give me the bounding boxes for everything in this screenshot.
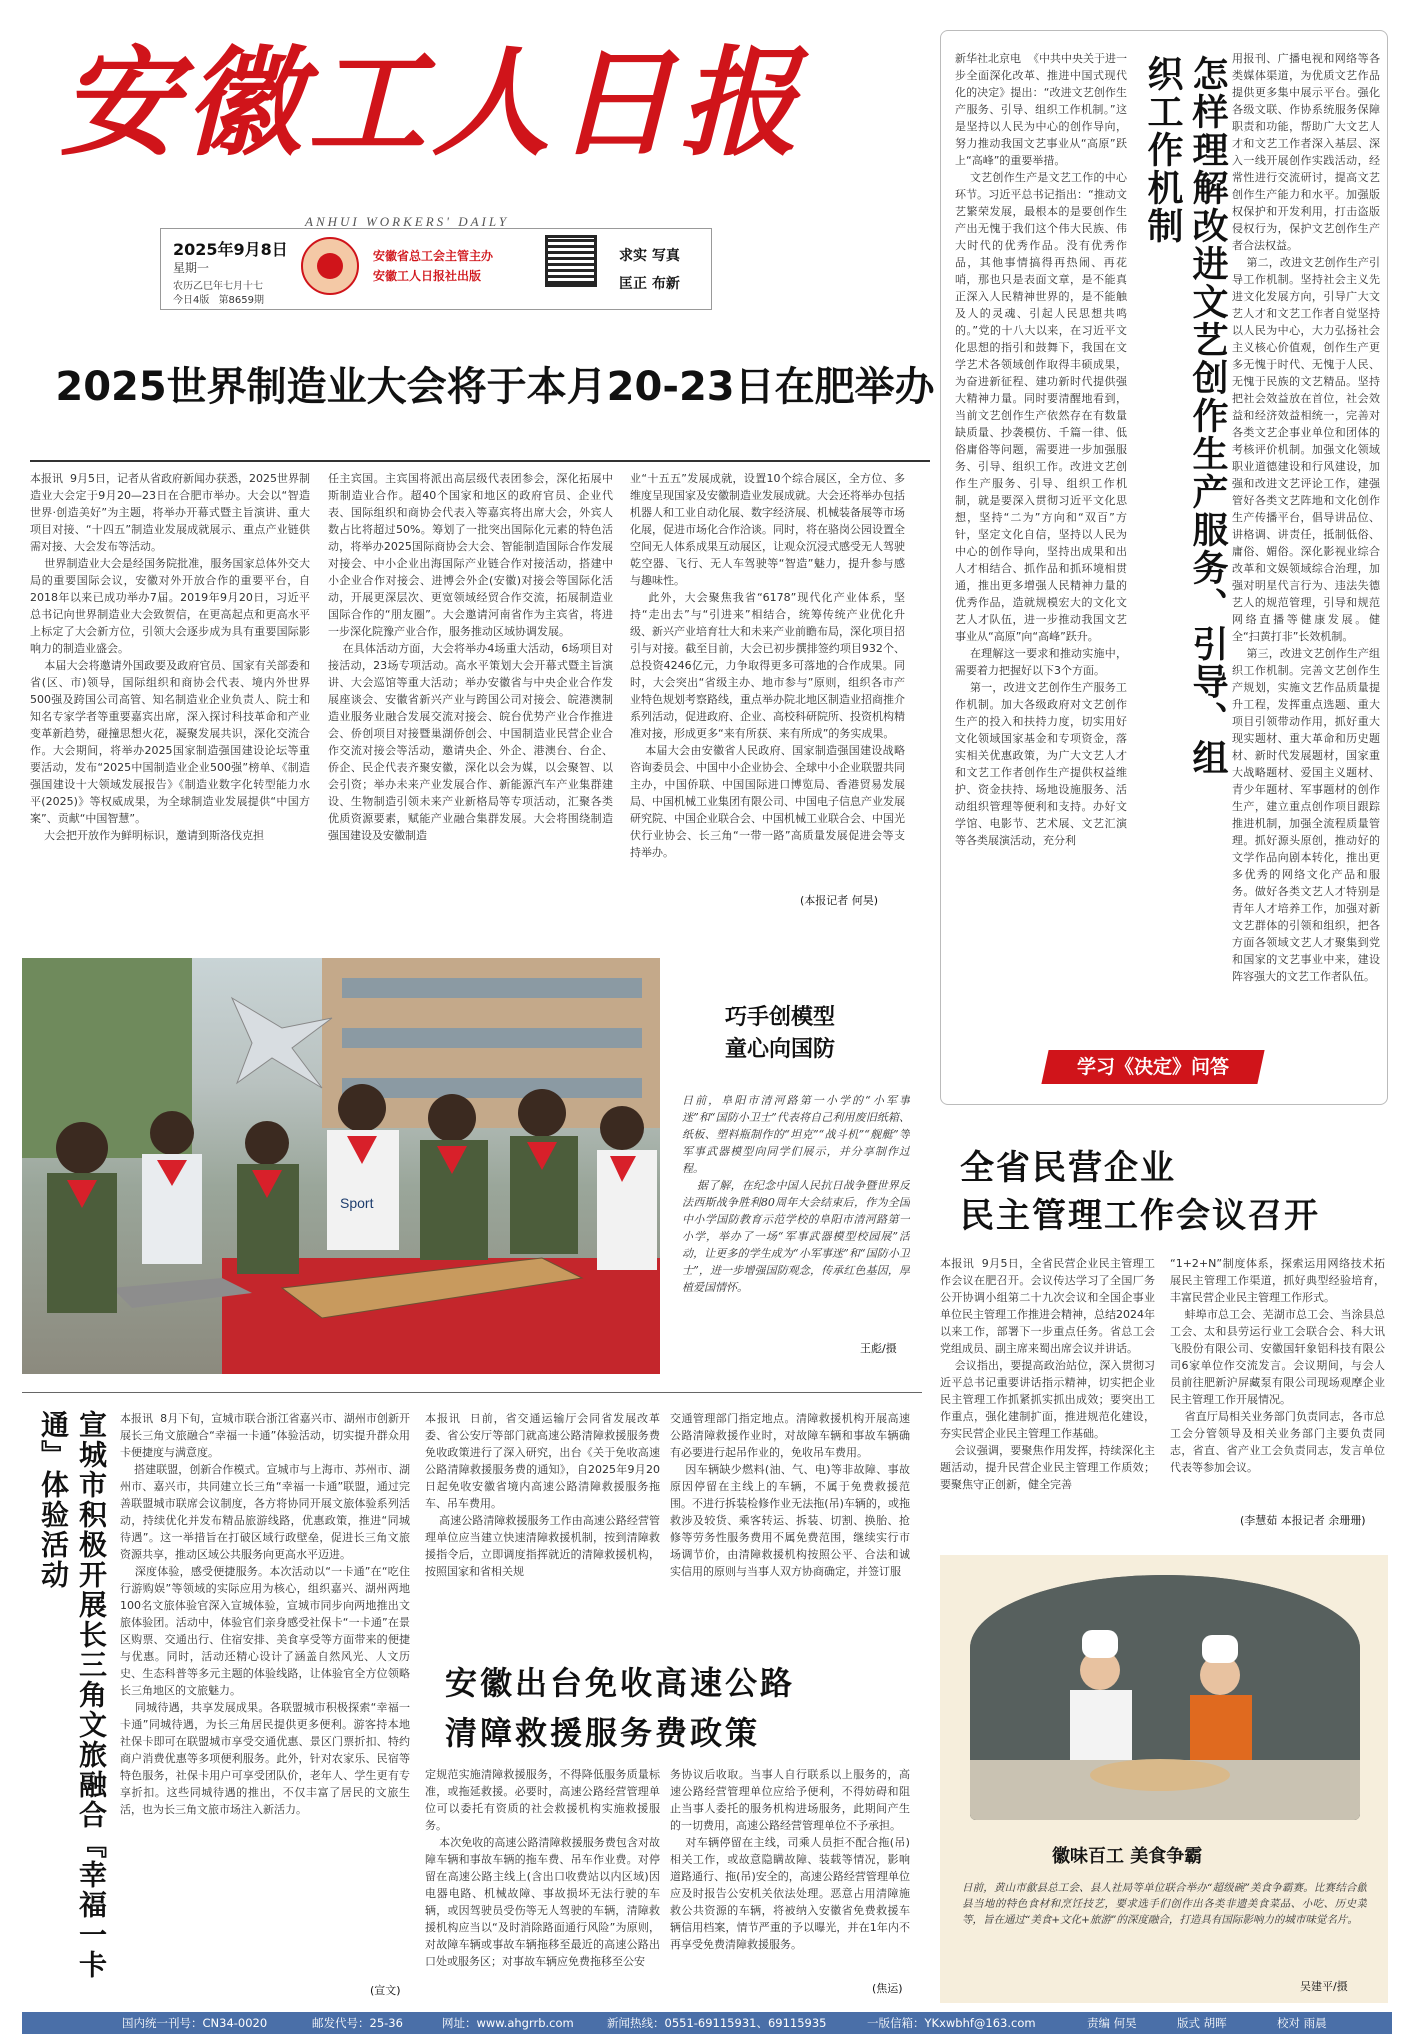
footer-hotline: 新闻热线：0551-69115931、69115935 (607, 2016, 827, 2030)
yrd-headline: 宣城市积极开展长三角文旅融合『幸福一卡通』体验活动 (37, 1410, 108, 1980)
lead-column-2: 任主宾国。主宾国将派出高层级代表团参会，深化拓展中斯制造业合作。超40个国家和地区的政府官员、企业代表、国际组织和商协会代表入等嘉宾将出席大会，外宾人数占比将超过50%。筹划了一批突出国际化元素的特色活动，将举办2025国际商协会大会、智能制造国际合作发展对接会、中小企业出海国际产业链合作对接活动，搭建中小企业合作对接会、进博会外企(安徽)对接会等国际化活动，开展更深层次、更宽领域经贸合作交流，拓展制造业国际合作的“朋友圈”。大会邀请河南省作为主宾省，将进一步深化院豫产业合作，服务推动区域协调发展。 在具体活动方面，大会将举办4场重大活动，6场项目对接活动，23场专项活动。高水平策划大会开幕式暨主旨演讲、大会巡馆等重大活动；举办安徽省与中央企业合作发展座谈会、安徽省新兴产业与跨国公司对接会、皖港澳制造业服务业融合发展交流对接会、皖台优势产业合作推进会、侨创项目对接暨巢湖侨创会、中国制造业民营企业合作交流对接会等活动，邀请央企、外企、港澳台、台企、侨企、民企代表齐聚安徽，深化以会为媒，以会聚智、以会引资；举办未来产业发展合作、新能源汽车产业集群建设、生物制造引领未来产业新格局等专项活动，汇聚各类优质资源要素，赋能产业融合集群发展。大会将围绕制造强国建设及安徽制造 (328, 472, 613, 842)
union-logo-inner (317, 253, 343, 279)
footer-issn: 国内统一刊号：CN34-0020 (122, 2016, 268, 2030)
private-ent-headline-1: 全省民营企业 (960, 1148, 1176, 1188)
masthead-lunar: 农历乙巳年七月十七 (173, 281, 263, 292)
masthead-weekday: 星期一 (173, 261, 210, 275)
masthead-english: ANHUI WORKERS' DAILY (305, 214, 510, 229)
food-photo-caption: 日前，黄山市歙县总工会、县人社局等单位联合举办“超级碗”美食争霸赛。比赛结合歙县当地的特色食材和烹饪技艺，要求选手们创作出各类非遗美食菜品、小吃、历史菜等，旨在通过“美食+文化+旅游”的深度融合，打造具有国际影响力的城市味觉名片。 (962, 1882, 1367, 1926)
dough-bowl (1090, 1759, 1230, 1791)
masthead-pages-count: 今日4版 (173, 295, 210, 306)
footer-editor: 责编 何昊 (1087, 2016, 1137, 2030)
lead-column-3: 业“十五五”发展成就，设置10个综合展区，全方位、多维度呈现国家及安徽制造业发展成就。大会还将举办包括机器人和工业自动化展、数字经济展、机械装备展等市场化展，促进市场化合作洽谈。同时，将在骆岗公园设置全空间无人体系成果互动展区，让观众沉浸式感受无人驾驶乾空器、飞行、无人车驾驶等“智造”魅力，提升参与感与趣味性。 此外，大会聚焦我省“6178”现代化产业体系，坚持“走出去”与“引进来”相结合，统筹传统产业优化升级、新兴产业培育壮大和未来产业前瞻布局，深化项目招引与对接。截至目前，大会已初步撰排签约项目932个、总投资4246亿元，力争取得更多可落地的合作成果。同时，大会突出“省级主办、地市参与”原则，组织各市产业特色规划考察路线，重点举办院北地区制造业招商推介系列活动，促进政府、企业、高校科研院所、投资机构精准对接，形成更多“来有所获、来有所成”的务实成果。 本届大会由安徽省人民政府、国家制造强国建设战略咨询委员会、中国中小企业协会、全球中小企业联盟共同主办，中国侨联、中国国际进口博览局、香港贸易发展局、中国机械工业集团有限公司、中国电子信息产业发展研究院、中国企业联合会、中国机械工业联合会、中国光伏行业协会、长三角“一带一路”高质量发展促进会等支持举办。 (630, 472, 905, 859)
fighter-jet-model (232, 998, 332, 1088)
highway-column-1: 本报讯 日前，省交通运输厅会同省发展改革委、省公安厅等部门就高速公路清障救援服务费免收政策进行了深入研究，出台《关于免收高速公路清障救援服务费的通知》，自2025年9月20日起免收安徽省境内高速公路清障救援服务拖车、吊车费用。 高速公路清障救援服务工作由高速公路经营管理单位应当建立快速清障救援机制，按到清障救援指令后，立即调度指挥就近的清障救援机构，按照国家和省相关规 (425, 1412, 660, 1578)
photo-models-headline-2: 童心向国防 (725, 1037, 836, 1062)
food-photo-title: 徽味百工 美食争霸 (1052, 1846, 1203, 1867)
yrd-body: 本报讯 8月下旬，宣城市联合浙江省嘉兴市、湖州市创新开展长三角文旅融合“幸福一卡通”体验活动，切实提升群众用卡便捷度与满意度。 搭建联盟，创新合作模式。宣城市与上海市、苏州市、湖州市、嘉兴市，共同建立长三角“幸福一卡通”联盟，通过完善联盟城市联席会议制度，各方将协同开展文旅体验系列活动，持续优化并发布精品旅游线路，优惠政策，推进“同城待遇”。这一举措旨在打破区域行政壁垒，促进长三角文旅资源共享，推动区域公共服务向更高水平迈进。 深度体验，感受便捷服务。本次活动以“一卡通”在“吃住行游购娱”等领域的实际应用为核心，组织嘉兴、湖州两地100名文旅体验官深入宣城体验，宣城市同步向两地推出文旅体验团。活动中，体验官们亲身感受社保卡“一卡通”在景区购票、交通出行、住宿安排、美食享受等方面带来的便捷与优惠。同时，活动还精心设计了涵盖自然风光、人文历史、生态科普等多元主题的体验线路，让体验官全方位领略长三角地区的文旅魅力。 同城待遇，共享发展成果。各联盟城市积极探索“幸福一卡通”同城待遇，为长三角居民提供更多便利。游客持本地社保卡即可在联盟城市享受交通优惠、景区门票折扣、特约商户消费优惠等多项便利服务。此外，针对农家乐、民宿等特色服务，社保卡用户可享受团队价，老年人、学生更有专享折扣。这些同城待遇的推出，不仅丰富了居民的文旅生活，也为长三角文旅市场注入新活力。 (120, 1412, 410, 1816)
highway-byline: (焦运) (872, 1982, 903, 1995)
tshirt-text: Sport (340, 1195, 374, 1211)
masthead-sponsor-1: 安徽省总工会主管主办 (373, 249, 494, 263)
lead-rule (30, 460, 930, 462)
highway-column-3: 定规范实施清障救援服务，不得降低服务质量标准，或拖延救援。必要时，高速公路经营管理单位可以委托有资质的社会救援机构实施救援服务。 本次免收的高速公路清障救援服务费包含对故障车辆和事故车辆的拖车费、吊车作业费。对停留在高速公路主线上(含出口收费站以内区域)因电器电路、机械故障、事故损坏无法行驶的车辆，或因驾驶员受伤等无人驾驶的车辆，清障救援机构应当以“及时消除路面通行风险”为原则，对故障车辆或事故车辆拖移至最近的高速公路出口处或服务区；对事故车辆应免费拖移至公安 (425, 1768, 660, 1968)
feature-column-2: 用报刊、广播电视和网络等各类媒体渠道，为优质文艺作品提供更多集中展示平台。强化各级文联、作协系统服务保障职责和功能，帮助广大文艺人才和文艺工作者深入基层、深入一线开展创作实践活动，经常性进行交流研讨，提高文艺创作生产能力和水平。加强版权保护和开发利用，打击盗版侵权行为，保护文艺创作生产者合法权益。 第二，改进文艺创作生产引导工作机制。坚持社会主义先进文化发展方向，引导广大文艺人才和文艺工作者自觉坚持以人民为中心，大力弘扬社会主义核心价值观，创作生产更多无愧于时代、无愧于人民、无愧于民族的文艺精品。坚持把社会效益放在首位，社会效益和经济效益相统一，完善对各类文艺企事业单位和团体的考核评价机制。加强文化领域职业道德建设和行风建设，加强和改进文艺评论工作，建强管好各类文艺阵地和文化创作生产传播平台，倡导讲品位、讲格调、讲责任，抵制低俗、庸俗、媚俗。深化影视业综合改革和文娱领域综合治理，加强对明星代言行为、违法失德艺人的规范管理，引导和规范网络直播等健康发展。健全“扫黄打非”长效机制。 第三，改进文艺创作生产组织工作机制。完善文艺创作生产规划，实施文艺作品质量提升工程，发挥重点选题、重大项目引领带动作用，抓好重大现实题材、重大革命和历史题材、新时代发展题材，国家重大战略题材、爱国主义题材、青少年题材、军事题材的创作生产，建立重点创作项目跟踪推进机制，加强全流程质量管理。抓好源头原创，推动好的文学作品向剧本转化，推出更多优秀的网络文化产品和服务。做好各类文艺人才特别是青年人才培养工作，加强对新文艺群体的引领和组织，把各方面各领域文艺人才聚集到党和国家的文艺事业中来，建设阵容强大的文艺工作者队伍。 (1232, 52, 1380, 983)
masthead-motto-1: 求实 写真 (619, 248, 680, 264)
footer-website[interactable]: 网址：www.ahgrrb.com (442, 2016, 574, 2030)
masthead-info-box (160, 228, 712, 310)
lead-byline: (本报记者 何昊) (800, 894, 879, 907)
cooking-contest-photo (970, 1575, 1360, 1820)
building-windows-2 (342, 1028, 642, 1048)
feature-tag (1041, 1050, 1264, 1084)
private-ent-byline: (李慧茹 本报记者 余珊珊) (1240, 1514, 1366, 1527)
mid-rule (22, 1392, 922, 1393)
highway-column-2: 交通管理部门指定地点。清障救援机构开展高速公路清障救援作业时，对故障车辆和事故车辆确有必要进行起吊作业的，免收吊车费用。 因车辆缺少燃料(油、气、电)等非故障、事故原因停留在主线上的车辆，不属于免费救援范围。不进行拆装检修作业无法拖(吊)车辆的，或拖救涉及较货、乘客转运、拆装、切割、换胎、抢修等劳务性服务费用不属免费范围，继续实行市场调节价，由清障救援机构按照公平、合法和诚实信用的原则与当事人双方协商确定，并签订服 (670, 1412, 910, 1578)
building-windows (342, 978, 642, 998)
yrd-byline: (宣文) (370, 1984, 401, 1997)
qr-code-icon (545, 235, 597, 287)
photo-models-credit: 王彪/摄 (860, 1342, 897, 1355)
masthead-issue: 第8659期 (218, 295, 265, 306)
feature-column-1: 新华社北京电 《中共中央关于进一步全面深化改革、推进中国式现代化的决定》提出：“改进文艺创作生产服务、引导、组织工作机制。”这是坚持以人民为中心的创作导向，努力推动我国文艺事业从“高原”跃上“高峰”的重要举措。 文艺创作生产是文艺工作的中心环节。习近平总书记指出：“推动文艺繁荣发展，最根本的是要创作生产出无愧于我们这个伟大民族、伟大时代的优秀作品。没有优秀作品，其他事情搞得再热闹、再花哨，那也只是表面文章，是不能真正深入人民精神世界的，是不能触及人的灵魂、引起人民思想共鸣的。”党的十八大以来，在习近平文化思想的指引和鼓舞下，我国在文学艺术各领域创作取得丰硕成果，为奋进新征程、建功新时代提供强大精神力量。同时要清醒地看到，当前文艺创作生产依然存在有数量缺质量、抄袭模仿、千篇一律、低俗庸俗等问题，需要进一步加强服务、引导、组织工作。改进文艺创作生产服务、引导、组织工作机制，就是要深入贯彻习近平文化思想，坚持“二为”方向和“双百”方针，坚定文化自信，坚持以人民为中心的创作导向，坚持出成果和出人才相结合、抓作品和抓环境相贯通，推出更多增强人民精神力量的优秀作品，造就规模宏大的文化文艺人才队伍，进一步推动我国文艺事业从“高原”向“高峰”跃升。 在理解这一要求和推动实施中，需要着力把握好以下3个方面。 第一，改进文艺创作生产服务工作机制。加大各级政府对文艺创作生产的投入和扶持力度，切实用好文化领域国家基金和专项资金，落实相关优惠政策，为广大文艺人才和文艺工作者创作生产提供权益维护、资金扶持、场地设施服务、活动组织管理等便利和支持。办好文学馆、电影节、艺术展、文艺汇演等各类展演活动，充分利 (955, 52, 1127, 847)
footer-postal-code: 邮发代号：25-36 (312, 2016, 403, 2030)
footer-layout: 版式 胡晖 (1177, 2016, 1227, 2030)
footer-bar (22, 2012, 1392, 2034)
highway-column-4: 务协议后收取。当事人自行联系以上服务的，高速公路经营管理单位应给予便利，不得妨碍和阻止当事人委托的服务机构进场服务，此期间产生的一切费用，高速公路经营管理单位不予承担。 对车辆停留在主线，司乘人员拒不配合拖(吊)相关工作，或故意隐瞒故障、装载等情况，影响道路通行、拖(吊)安全的，高速公路经营管理单位应及时报告公安机关依法处理。恶意占用清障施救公共资源的车辆，将被纳入安徽省免费救援车辆信用档案，情节严重的予以曝光，并在1年内不再享受免费清障救援服务。 (670, 1768, 910, 1951)
masthead-sponsor-2: 安徽工人日报社出版 (373, 269, 482, 283)
photo-models-caption: 日前，阜阳市清河路第一小学的“小军事迷”和“国防小卫士”代表将自己利用废旧纸箱、纸板、塑料瓶制作的“坦克”“战斗机”“舰艇”等军事武器模型向同学们展示，并分享制作过程。 据了解，在纪念中国人民抗日战争暨世界反法西斯战争胜利80周年大会结束后，作为全国中小学国防教育示范学校的阜阳市清河路第一小学，举办了一场“军事武器模型校园展”活动，让更多的学生成为“小军事迷”和“国防小卫士”，进一步增强国防观念，传承红色基因，厚植爱国情怀。 (682, 1094, 910, 1294)
feature-tag-label: 学习《决定》问答 (1076, 1056, 1229, 1078)
masthead-motto-2: 匡正 布新 (619, 276, 680, 292)
private-ent-headline-2: 民主管理工作会议召开 (960, 1196, 1320, 1236)
cooking-illustration (970, 1575, 1360, 1820)
masthead (30, 18, 930, 318)
masthead-date: 2025年9月8日 (173, 240, 288, 259)
students-models-photo (22, 958, 660, 1374)
lead-headline: 2025世界制造业大会将于本月20-23日在肥举办 (55, 364, 935, 410)
footer-proofread: 校对 雨晨 (1277, 2016, 1327, 2030)
footer-email[interactable]: 一版信箱：YKxwbhf@163.com (867, 2016, 1036, 2030)
highway-headline-2: 清障救援服务费政策 (445, 1714, 761, 1752)
feature-headline: 怎样理解改进文艺创作生产服务、引导、组织工作机制 (1142, 55, 1228, 777)
chef-1-hat (1082, 1630, 1118, 1658)
chef-2-hat (1202, 1635, 1238, 1663)
students-models-illustration (22, 958, 660, 1374)
highway-headline-1: 安徽出台免收高速公路 (445, 1664, 796, 1702)
private-ent-column-1: 本报讯 9月5日，全省民营企业民主管理工作会议在肥召开。会议传达学习了全国厂务公开协调小组第二十九次会议和全国企事业单位民主管理工作推进会精神，总结2024年以来工作，部署下一步重点任务。省总工会党组成员、副主席来蜀出席会议并讲话。 会议指出，要提高政治站位，深入贯彻习近平总书记重要讲话指示精神，切实把企业民主管理工作抓紧抓实抓出成效；要突出工作重点，强化建制扩面，推进规范化建设，夯实民营企业民主管理工作基础。 会议强调，要聚焦作用发挥，持续深化主题活动，提升民营企业民主管理工作质效；要聚焦守正创新，健全完善 (940, 1257, 1155, 1491)
masthead-pages (173, 291, 264, 306)
photo-models-headline-1: 巧手创模型 (725, 1005, 836, 1030)
union-logo (301, 237, 359, 295)
private-ent-column-2: “1+2+N”制度体系，探索运用网络技术拓展民主管理工作渠道，抓好典型经验培育，丰富民营企业民主管理工作形式。 蚌埠市总工会、芜湖市总工会、当涂县总工会、太和县劳运行业工会联合会、科大讯飞股份有限公司、安徽国轩象铝科技有限公司6家单位作交流发言。会议期间，与会人员前往肥新沪屏藏泵有限公司现场观摩企业民主管理工作开展情况。 省直厅局相关业务部门负责同志，各市总工会分管领导及相关业务部门主要负责同志，省直、省产业工会负责同志，发言单位代表等参加会议。 (1170, 1257, 1385, 1474)
food-photo-credit: 吴建平/摄 (1300, 1980, 1348, 1993)
building-windows-3 (342, 1078, 642, 1098)
masthead-title: 安徽工人日报 (60, 33, 805, 172)
lead-column-1: 本报讯 9月5日，记者从省政府新闻办获悉，2025世界制造业大会定于9月20—23日在合肥市举办。大会以“智造世界·创造美好”为主题，将举办开幕式暨主旨演讲、重大项目对接、“十四五”制造业发展成就展示、重点产业链供需对接、大会发布等活动。 世界制造业大会是经国务院批准，服务国家总体外交大局的重要国际会议，安徽对外开放合作的重要平台，自2018年以来已成功举办7届。2019年9月20日，习近平总书记向世界制造业大会致贺信，在更高起点和更高水平上标定了大会新方位，引领大会逐步成为具有重要国际影响力的制造业盛会。 本届大会将邀请外国政要及政府官员、国家有关部委和省(区、市)领导，国际组织和商协会代表、境内外世界500强及跨国公司高管、知名制造业企业负责人、院士和知名专家学者等重要嘉宾出席，深入探讨科技革命和产业变革新趋势，碰撞思想火花，凝聚发展共识，深化交流合作。大会期间，将举办2025国家制造强国建设论坛等重要活动，发布“2025中国制造业企业500强”榜单、《制造强国建设十大领域发展报告》《制造业数字化转型能力水平(2025)》等权威成果，为全球制造业发展提供“中国方案”、贡献“中国智慧”。 大会把开放作为鲜明标识，邀请到斯洛伐克担 (30, 472, 310, 842)
